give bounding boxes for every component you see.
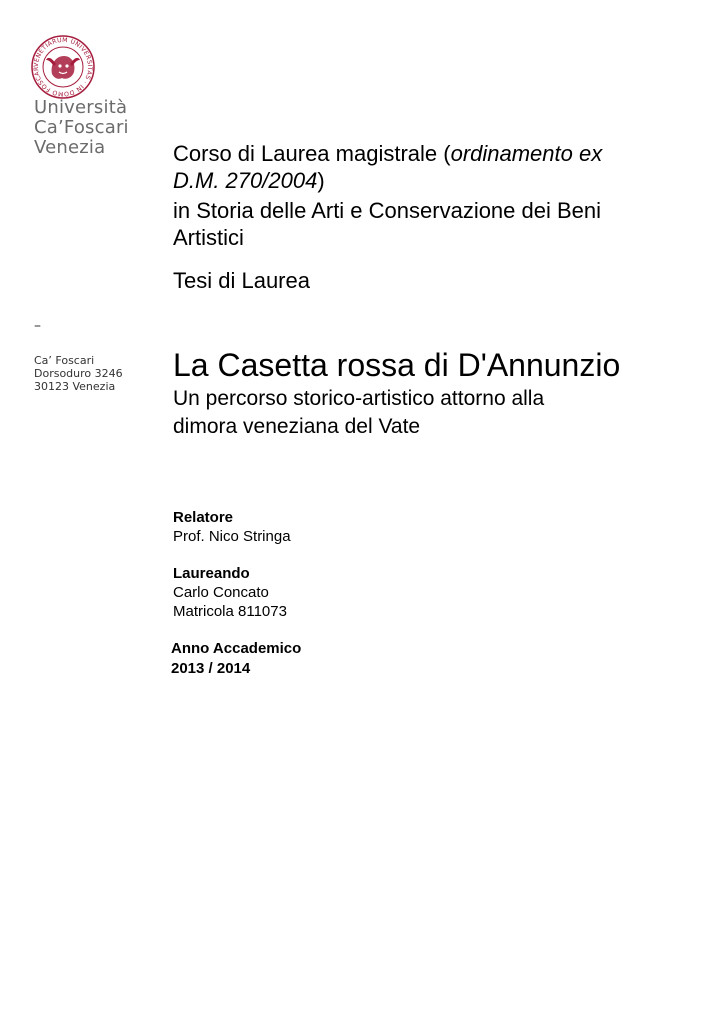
address-dash: –: [34, 318, 41, 334]
relatore-label: Relatore: [173, 509, 234, 526]
relatore-name: Prof. Nico Stringa: [173, 528, 291, 545]
course-line1: [173, 141, 602, 167]
laureando-matricola: Matricola 811073: [173, 603, 287, 620]
address-line1: Ca’ Foscari: [34, 354, 95, 367]
laureando-label: Laureando: [173, 565, 250, 582]
university-name-line1: Università: [34, 97, 128, 118]
university-name-line3: Venezia: [34, 137, 106, 158]
thesis-type: Tesi di Laurea: [173, 268, 310, 293]
course-line2-italic: D.M. 270/2004: [173, 168, 318, 193]
university-name-line2: Ca’Foscari: [34, 117, 129, 138]
address-line3: 30123 Venezia: [34, 380, 116, 393]
course-line1-prefix: Corso di Laurea magistrale (: [173, 141, 451, 166]
university-seal-logo: [30, 34, 96, 100]
anno-accademico-label: Anno Accademico: [171, 640, 302, 657]
laureando-name: Carlo Concato: [173, 584, 269, 601]
seal-ring-text: VENETIARUM UNIVERSITAS · IN DOMO FOSCAR: [32, 36, 94, 98]
course-line2-suffix: ): [317, 168, 325, 193]
thesis-subtitle-line1: Un percorso storico-artistico attorno alla: [173, 387, 545, 410]
course-line2: [173, 168, 325, 194]
anno-accademico-value: 2013 / 2014: [171, 660, 251, 677]
thesis-subtitle-line2: dimora veneziana del Vate: [173, 415, 421, 438]
course-line4: Artistici: [173, 225, 244, 250]
thesis-title: La Casetta rossa di D'Annunzio: [173, 347, 621, 383]
address-line2: Dorsoduro 3246: [34, 367, 123, 380]
course-line1-italic: ordinamento ex: [450, 141, 603, 166]
course-line3: in Storia delle Arti e Conservazione dei Beni: [173, 198, 602, 223]
